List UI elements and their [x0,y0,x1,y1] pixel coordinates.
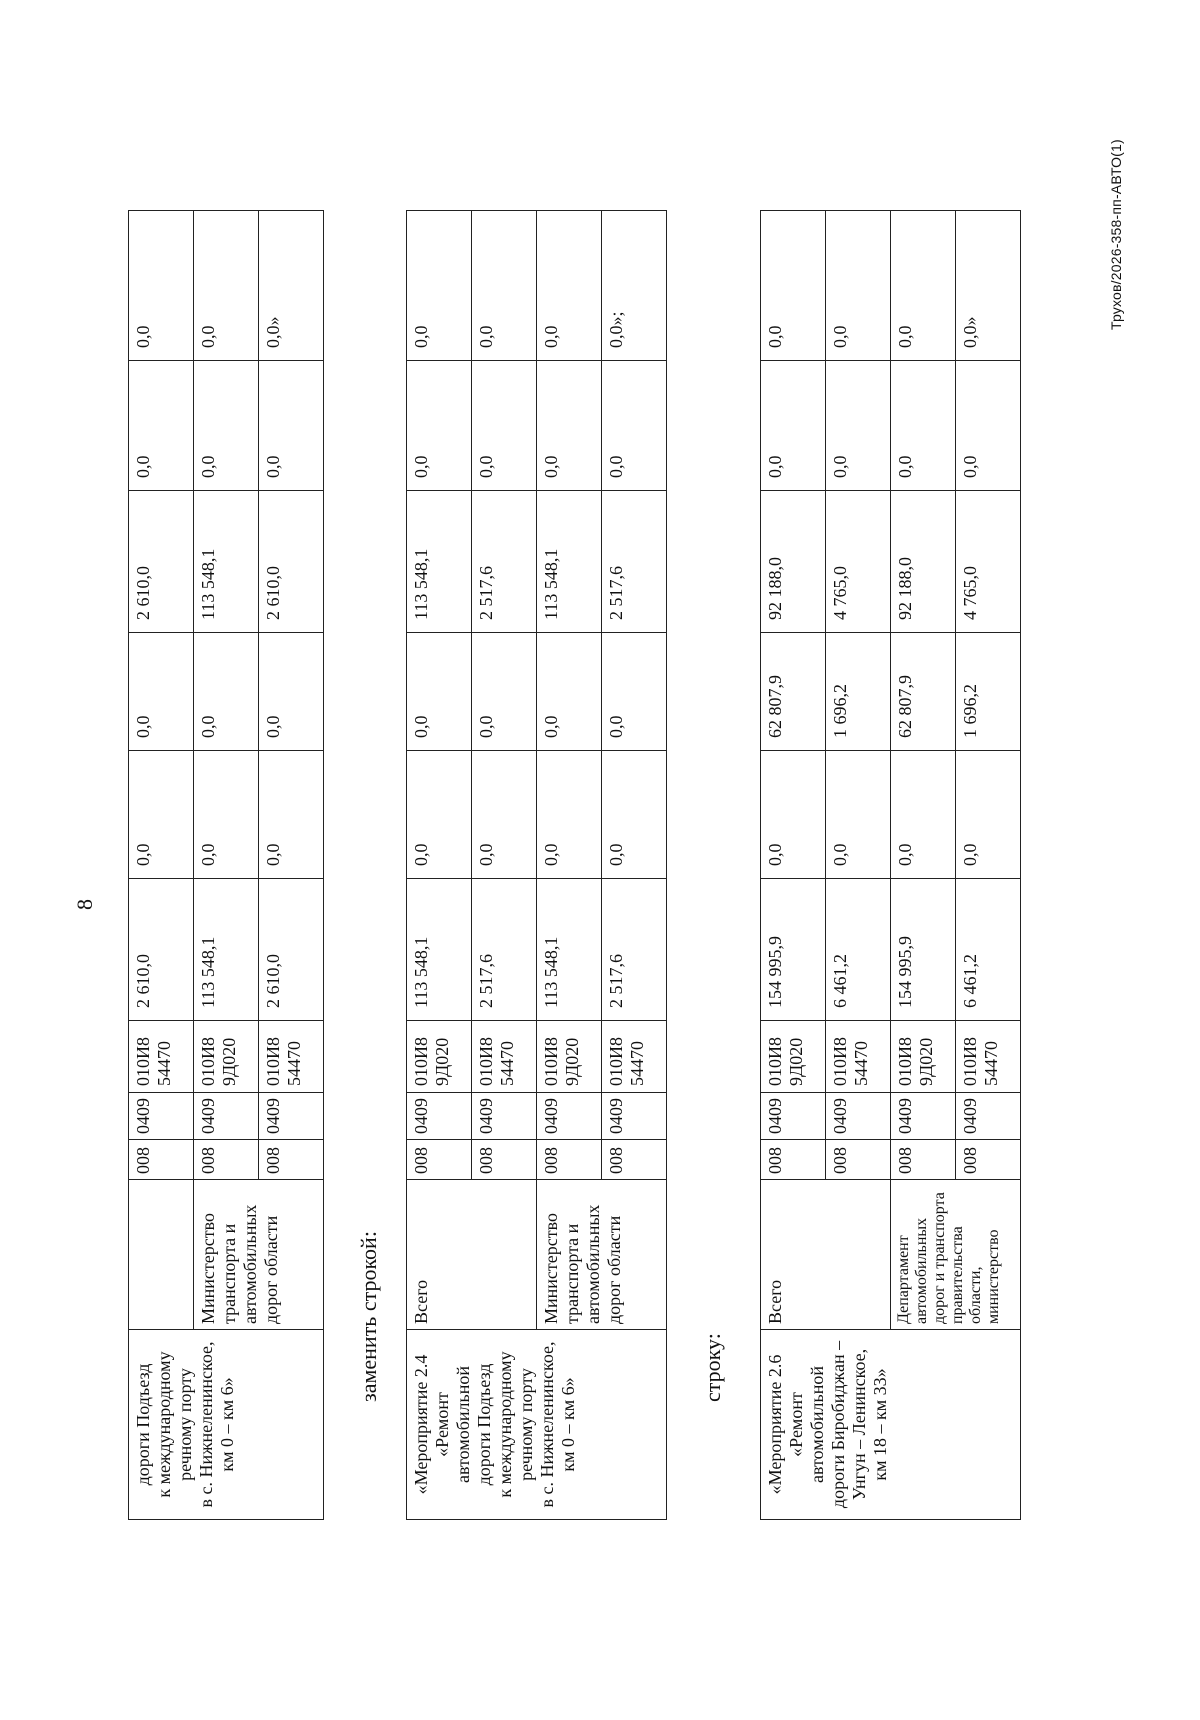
target-code-cell: 010И8 9Д020 [891,1021,956,1093]
total-cell: 113 548,1 [194,879,259,1021]
table-replacement [406,210,667,1520]
other1-cell: 0,0 [194,361,259,491]
admin-code-cell: 008 [537,1140,602,1180]
section-code-cell: 0409 [826,1093,891,1140]
fed-cell: 0,0 [129,751,194,879]
table-row [129,211,194,1520]
executor-cell: Министерство транспорта и автомобильных дорог области [537,1180,667,1330]
caption-replace: заменить строкой: [356,1231,381,1402]
total-cell: 2 517,6 [602,879,667,1021]
admin-code-cell: 008 [129,1140,194,1180]
target-code-cell: 010И8 54470 [602,1021,667,1093]
other1-cell: 0,0 [407,361,472,491]
fed-cell: 0,0 [537,751,602,879]
other2-cell: 0,0 [826,211,891,361]
table-row [407,211,472,1520]
regional-cell: 0,0 [602,633,667,751]
fed-cell: 0,0 [761,751,826,879]
executor-cell: Департамент автомобильных дорог и транспорта правительства области, министерство [891,1180,1021,1330]
target-code-cell: 010И8 54470 [826,1021,891,1093]
section-code-cell: 0409 [956,1093,1021,1140]
event-cell: «Мероприятие 2.4 «Ремонт автомобильной дороги Подъезд к международному речному порту в с. Нижнеленинское, км 0 – км 6» [407,1330,667,1520]
target-code-cell: 010И8 9Д020 [194,1021,259,1093]
local-cell: 4 765,0 [826,491,891,633]
local-cell: 2 610,0 [129,491,194,633]
other2-cell: 0,0 [891,211,956,361]
event-cell: дороги Подъезд к международному речному порту в с. Нижнеленинское, км 0 – км 6» [129,1330,324,1520]
total-cell: 6 461,2 [956,879,1021,1021]
fed-cell: 0,0 [891,751,956,879]
other2-cell: 0,0 [129,211,194,361]
other2-cell: 0,0» [259,211,324,361]
fed-cell: 0,0 [472,751,537,879]
fed-cell: 0,0 [194,751,259,879]
other1-cell: 0,0 [129,361,194,491]
local-cell: 92 188,0 [891,491,956,633]
admin-code-cell: 008 [826,1140,891,1180]
other1-cell: 0,0 [537,361,602,491]
page-number: 8 [72,899,97,910]
regional-cell: 0,0 [472,633,537,751]
fed-cell: 0,0 [407,751,472,879]
regional-cell: 0,0 [129,633,194,751]
local-cell: 4 765,0 [956,491,1021,633]
local-cell: 2 610,0 [259,491,324,633]
section-code-cell: 0409 [761,1093,826,1140]
total-cell: 2 517,6 [472,879,537,1021]
other1-cell: 0,0 [602,361,667,491]
empty-cell [129,1180,194,1330]
footer-code: Трухов/2026-358-пп-АВТО(1) [1108,139,1124,330]
table-event-2-6 [760,210,1021,1520]
admin-code-cell: 008 [407,1140,472,1180]
target-code-cell: 010И8 54470 [259,1021,324,1093]
admin-code-cell: 008 [259,1140,324,1180]
total-cell: 2 610,0 [259,879,324,1021]
admin-code-cell: 008 [472,1140,537,1180]
admin-code-cell: 008 [891,1140,956,1180]
target-code-cell: 010И8 9Д020 [407,1021,472,1093]
fed-cell: 0,0 [602,751,667,879]
other1-cell: 0,0 [259,361,324,491]
section-code-cell: 0409 [537,1093,602,1140]
section-code-cell: 0409 [129,1093,194,1140]
table-continuation [128,210,324,1520]
local-cell: 92 188,0 [761,491,826,633]
total-label-cell: Всего [407,1180,537,1330]
regional-cell: 0,0 [259,633,324,751]
other1-cell: 0,0 [826,361,891,491]
regional-cell: 0,0 [537,633,602,751]
section-code-cell: 0409 [472,1093,537,1140]
other1-cell: 0,0 [956,361,1021,491]
other2-cell: 0,0»; [602,211,667,361]
total-cell: 154 995,9 [891,879,956,1021]
section-code-cell: 0409 [891,1093,956,1140]
fed-cell: 0,0 [956,751,1021,879]
total-cell: 113 548,1 [407,879,472,1021]
table-row [537,211,602,1520]
total-cell: 113 548,1 [537,879,602,1021]
target-code-cell: 010И8 54470 [129,1021,194,1093]
other2-cell: 0,0» [956,211,1021,361]
local-cell: 2 517,6 [602,491,667,633]
regional-cell: 1 696,2 [956,633,1021,751]
regional-cell: 62 807,9 [891,633,956,751]
local-cell: 113 548,1 [537,491,602,633]
total-label-cell: Всего [761,1180,891,1330]
regional-cell: 0,0 [407,633,472,751]
other2-cell: 0,0 [761,211,826,361]
table-row [194,211,259,1520]
table-row [891,211,956,1520]
other1-cell: 0,0 [472,361,537,491]
section-code-cell: 0409 [602,1093,667,1140]
target-code-cell: 010И8 9Д020 [537,1021,602,1093]
admin-code-cell: 008 [956,1140,1021,1180]
total-cell: 2 610,0 [129,879,194,1021]
fed-cell: 0,0 [826,751,891,879]
admin-code-cell: 008 [761,1140,826,1180]
caption-row: строку: [700,1333,725,1402]
executor-cell: Министерство транспорта и автомобильных дорог области [194,1180,324,1330]
section-code-cell: 0409 [194,1093,259,1140]
regional-cell: 0,0 [194,633,259,751]
target-code-cell: 010И8 9Д020 [761,1021,826,1093]
section-code-cell: 0409 [407,1093,472,1140]
target-code-cell: 010И8 54470 [956,1021,1021,1093]
other1-cell: 0,0 [761,361,826,491]
admin-code-cell: 008 [194,1140,259,1180]
table-row [761,211,826,1520]
local-cell: 113 548,1 [407,491,472,633]
other2-cell: 0,0 [194,211,259,361]
other2-cell: 0,0 [407,211,472,361]
other2-cell: 0,0 [537,211,602,361]
local-cell: 2 517,6 [472,491,537,633]
other1-cell: 0,0 [891,361,956,491]
fed-cell: 0,0 [259,751,324,879]
target-code-cell: 010И8 54470 [472,1021,537,1093]
section-code-cell: 0409 [259,1093,324,1140]
total-cell: 6 461,2 [826,879,891,1021]
other2-cell: 0,0 [472,211,537,361]
regional-cell: 1 696,2 [826,633,891,751]
event-cell: «Мероприятие 2.6 «Ремонт автомобильной дороги Биробиджан – Унгун – Ленинское, км 18 – км 33» [761,1330,1021,1520]
admin-code-cell: 008 [602,1140,667,1180]
local-cell: 113 548,1 [194,491,259,633]
total-cell: 154 995,9 [761,879,826,1021]
regional-cell: 62 807,9 [761,633,826,751]
